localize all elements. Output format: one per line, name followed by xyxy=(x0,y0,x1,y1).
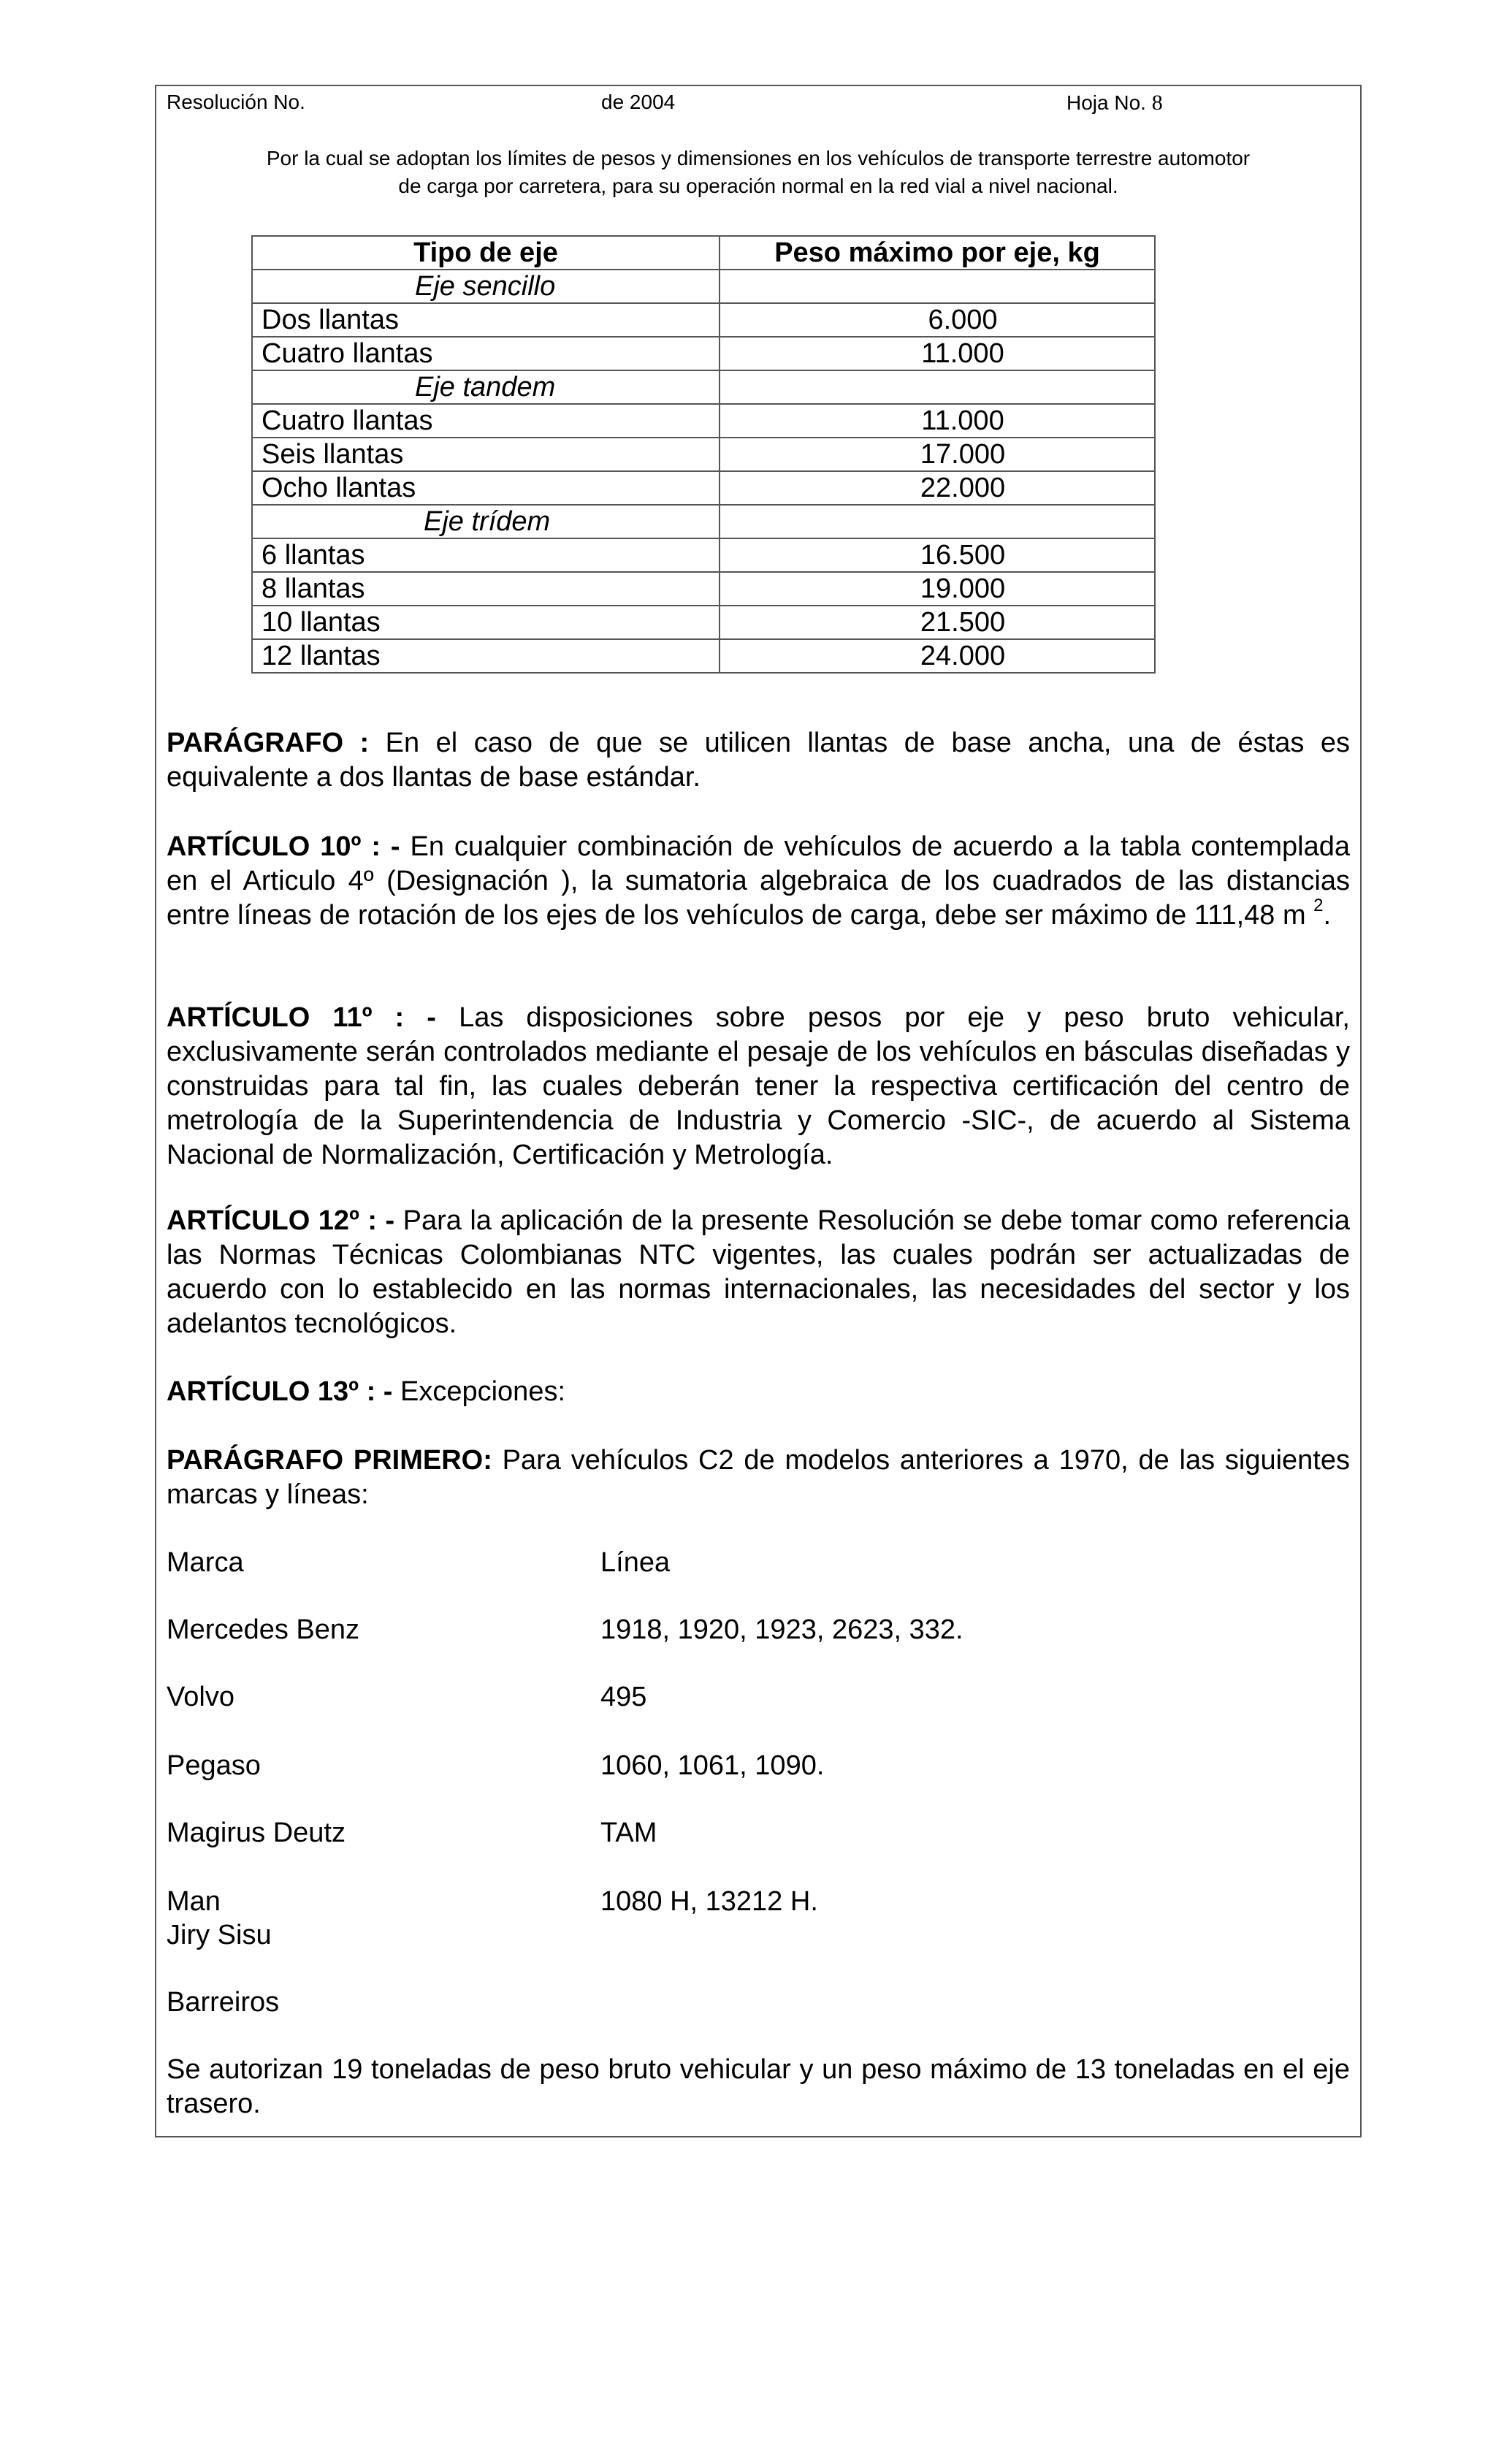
subtitle-line-1: Por la cual se adoptan los límites de pesos y dimensiones en los vehículos de transporte terrestre automotor xyxy=(266,147,1251,169)
tipo-cell: 12 llantas xyxy=(252,639,720,673)
col-header-peso: Peso máximo por eje, kg xyxy=(720,236,1155,270)
subtitle-line-2: de carga por carretera, para su operación normal en la red vial a nivel nacional. xyxy=(398,175,1118,197)
brand-marca: Jiry Sisu xyxy=(167,1920,272,1950)
table-row xyxy=(252,471,1155,505)
table-row xyxy=(252,538,1155,572)
articulo-10-end: . xyxy=(1323,900,1332,931)
document-subtitle xyxy=(161,145,1356,200)
group-label xyxy=(252,505,720,538)
table-row xyxy=(252,606,1155,639)
table-header-row xyxy=(252,236,1155,270)
table-row xyxy=(252,572,1155,606)
tipo-cell: Ocho llantas xyxy=(252,471,720,505)
peso-cell: 16.500 xyxy=(720,538,1155,572)
col-header-tipo: Tipo de eje xyxy=(252,236,720,270)
articulo-10-sup: 2 xyxy=(1313,896,1324,915)
hoja-number: 8 xyxy=(1151,91,1163,115)
linea-header: Línea xyxy=(600,1547,671,1578)
peso-cell: 24.000 xyxy=(720,639,1155,673)
date-label: de 2004 xyxy=(601,91,676,113)
table-group-row xyxy=(252,505,1155,538)
brand-linea: 1060, 1061, 1090. xyxy=(600,1750,825,1781)
articulo-13-text: Excepciones: xyxy=(392,1376,566,1407)
tipo-cell: Cuatro llantas xyxy=(252,337,720,370)
paragrafo-primero-label: PARÁGRAFO PRIMERO: xyxy=(167,1445,492,1476)
paragrafo-primero-text: Para vehículos C2 de modelos anteriores a 1970, de las siguientes marcas y líneas: xyxy=(167,1445,1350,1510)
table-row xyxy=(252,404,1155,438)
table-group-row xyxy=(252,370,1155,404)
peso-cell: 21.500 xyxy=(720,606,1155,639)
paragrafo-text: En el caso de que se utilicen llantas de base ancha, una de éstas es equivalente a dos llantas de base estándar. xyxy=(167,728,1350,793)
peso-cell: 19.000 xyxy=(720,572,1155,606)
paragrafo-primero-paragraph xyxy=(167,1443,1350,1512)
tipo-cell: 10 llantas xyxy=(252,606,720,639)
peso-cell: 11.000 xyxy=(720,404,1155,438)
brand-marca: Man xyxy=(167,1886,221,1917)
closing-paragraph: Se autorizan 19 toneladas de peso bruto vehicular y un peso máximo de 13 toneladas en el eje trasero. xyxy=(167,2054,1350,2119)
peso-cell: 6.000 xyxy=(720,303,1155,337)
paragrafo-label: PARÁGRAFO : xyxy=(167,728,370,758)
articulo-10-text: En cualquier combinación de vehículos de acuerdo a la tabla contemplada en el Articulo 4º (Designación ), la sumatoria algebraica de los cuadrados de las distancias entre líneas de rotación de los ejes de los vehículos de carga, debe ser máximo de 111,48 m xyxy=(167,831,1350,931)
peso-cell: 17.000 xyxy=(720,438,1155,471)
tipo-cell: Cuatro llantas xyxy=(252,404,720,438)
group-tandem: Eje tandem xyxy=(415,372,556,403)
table-group-row xyxy=(252,270,1155,303)
empty-cell xyxy=(720,370,1155,404)
hoja-label: Hoja No. xyxy=(1066,91,1146,114)
brand-marca: Volvo xyxy=(167,1682,234,1712)
brand-linea: TAM xyxy=(600,1818,657,1848)
tipo-cell: 8 llantas xyxy=(252,572,720,606)
group-tridem: Eje trídem xyxy=(424,506,551,537)
marca-header: Marca xyxy=(167,1547,244,1578)
empty-cell xyxy=(720,505,1155,538)
articulo-11-text: Las disposiciones sobre pesos por eje y peso bruto vehicular, exclusivamente serán controlados mediante el pesaje de los vehículos en básculas diseñadas y construidas para tal fin, las cuales deberán tener la respectiva certificación del centro de metrología de la Superintendencia de Industria y Comercio -SIC-, de acuerdo al Sistema Nacional de Normalización, Certificación y Metrología. xyxy=(167,1002,1350,1170)
articulo-10-label: ARTÍCULO 10º : - xyxy=(167,831,400,862)
brand-marca: Pegaso xyxy=(167,1750,261,1781)
brand-marca: Magirus Deutz xyxy=(167,1818,346,1848)
brand-marca: Mercedes Benz xyxy=(167,1614,360,1645)
empty-cell xyxy=(720,270,1155,303)
tipo-cell: 6 llantas xyxy=(252,538,720,572)
brand-linea: 1080 H, 13212 H. xyxy=(600,1886,818,1917)
articulo-10-paragraph xyxy=(167,830,1350,933)
articulo-13-label: ARTÍCULO 13º : - xyxy=(167,1376,393,1407)
articulo-11-paragraph xyxy=(167,1001,1350,1172)
articulo-12-paragraph xyxy=(167,1204,1350,1341)
tipo-cell: Seis llantas xyxy=(252,438,720,471)
peso-cell: 22.000 xyxy=(720,471,1155,505)
axle-weight-table xyxy=(251,235,1156,674)
resolucion-label: Resolución No. xyxy=(167,91,305,113)
page-number-label xyxy=(1066,91,1163,115)
paragrafo-paragraph xyxy=(167,726,1350,795)
brand-marca: Barreiros xyxy=(167,1987,280,2018)
brand-linea: 1918, 1920, 1923, 2623, 332. xyxy=(600,1614,963,1645)
group-label xyxy=(252,270,720,303)
brand-linea: 495 xyxy=(600,1682,647,1712)
table-row xyxy=(252,337,1155,370)
articulo-12-label: ARTÍCULO 12º : - xyxy=(167,1205,395,1236)
table-row xyxy=(252,639,1155,673)
articulo-13-paragraph xyxy=(167,1375,1350,1409)
group-label xyxy=(252,370,720,404)
peso-cell: 11.000 xyxy=(720,337,1155,370)
articulo-11-label: ARTÍCULO 11º : - xyxy=(167,1002,436,1033)
table-row xyxy=(252,438,1155,471)
tipo-cell: Dos llantas xyxy=(252,303,720,337)
articulo-12-text: Para la aplicación de la presente Resolución se debe tomar como referencia las Normas Técnicas Colombianas NTC vigentes, las cuales podrán ser actualizadas de acuerdo con lo establecido en las normas internacionales, las necesidades del sector y los adelantos tecnológicos. xyxy=(167,1205,1350,1339)
group-sencillo: Eje sencillo xyxy=(415,271,556,302)
table-row xyxy=(252,303,1155,337)
